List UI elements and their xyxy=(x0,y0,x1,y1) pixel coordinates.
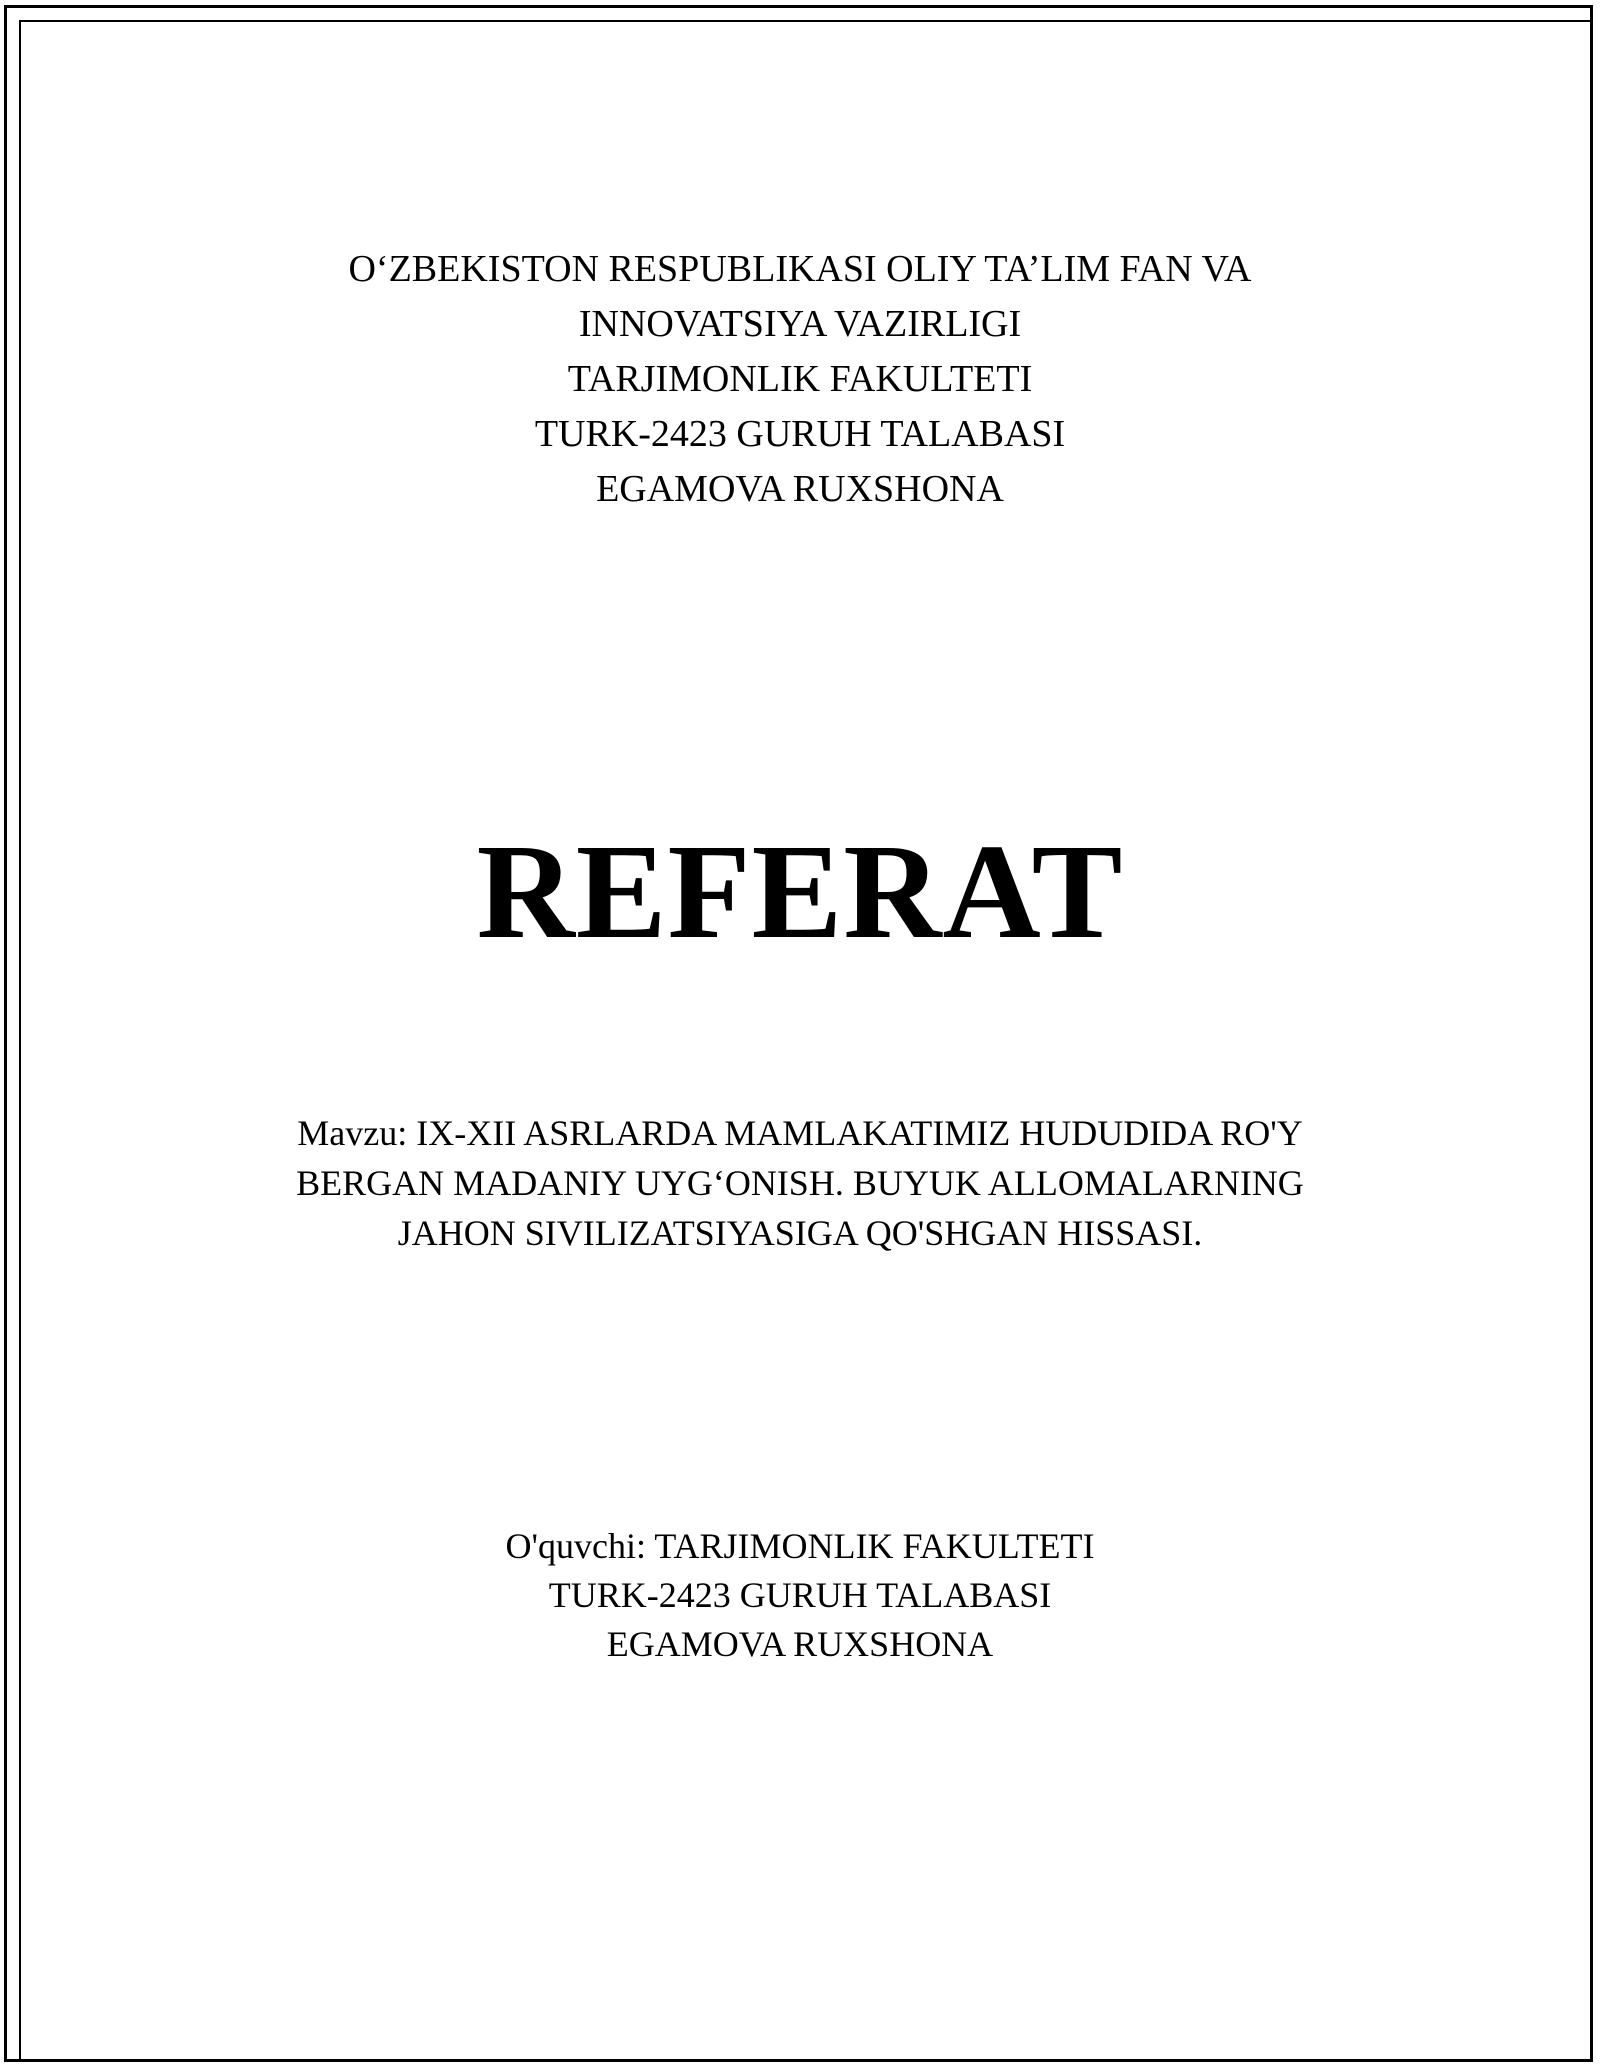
header-line-group: TURK-2423 GURUH TALABASI xyxy=(534,413,1066,455)
student-section xyxy=(0,1522,1600,1669)
topic-line-1: Mavzu: IX-XII ASRLARDA MAMLAKATIMIZ HUDUDIDA RO'Y xyxy=(297,1113,1303,1153)
header-line-ministry-1: O‘ZBEKISTON RESPUBLIKASI OLIY TA’LIM FAN VA xyxy=(348,248,1252,290)
header-line-student-name: EGAMOVA RUXSHONA xyxy=(596,468,1004,510)
title-section xyxy=(0,812,1600,972)
topic-line-2: BERGAN MADANIY UYG‘ONISH. BUYUK ALLOMALARNING xyxy=(296,1163,1304,1203)
institution-header xyxy=(0,242,1600,517)
header-line-ministry-2: INNOVATSIYA VAZIRLIGI xyxy=(578,303,1022,345)
topic-section xyxy=(0,1108,1600,1258)
document-title: REFERAT xyxy=(476,817,1124,967)
student-line-group: TURK-2423 GURUH TALABASI xyxy=(548,1575,1052,1615)
student-line-faculty: O'quvchi: TARJIMONLIK FAKULTETI xyxy=(505,1526,1095,1566)
topic-line-3: JAHON SIVILIZATSIYASIGA QO'SHGAN HISSASI. xyxy=(397,1213,1203,1253)
header-line-faculty: TARJIMONLIK FAKULTETI xyxy=(567,358,1033,400)
student-line-name: EGAMOVA RUXSHONA xyxy=(606,1624,994,1664)
